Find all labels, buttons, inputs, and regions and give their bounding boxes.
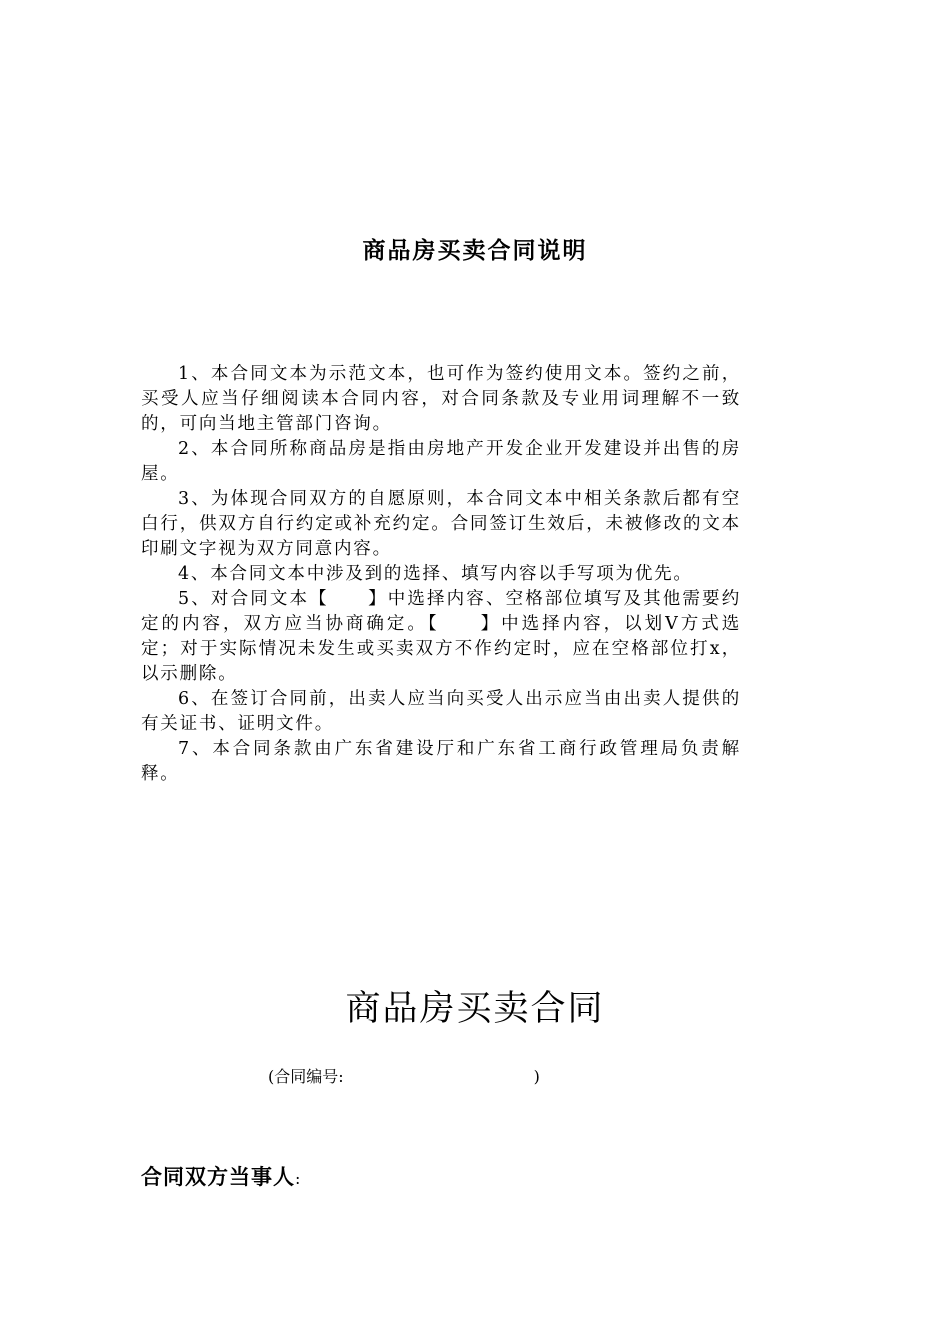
explanation-item-7: 7、本合同条款由广东省建设厅和广东省工商行政管理局负责解释。	[141, 739, 741, 784]
explanation-list	[141, 362, 741, 787]
contract-number-close: )	[533, 1067, 540, 1086]
explanation-title: 商品房买卖合同说明	[362, 238, 588, 264]
explanation-item-5: 5、对合同文本【 】中选择内容、空格部位填写及其他需要约定的内容，双方应当协商确定。【 】中选择内容，以划V方式选定；对于实际情况未发生或买卖双方不作约定时，应在空格部位打x，以示删除。	[141, 589, 741, 684]
explanation-item-6: 6、在签订合同前，出卖人应当向买受人出示应当由出卖人提供的有关证书、证明文件。	[141, 689, 741, 734]
contract-number-label: (合同编号:	[268, 1067, 344, 1086]
parties-colon: :	[295, 1169, 301, 1188]
explanation-item-3: 3、为体现合同双方的自愿原则，本合同文本中相关条款后都有空白行，供双方自行约定或补充约定。合同签订生效后，未被修改的文本印刷文字视为双方同意内容。	[141, 489, 741, 559]
explanation-item-1: 1、本合同文本为示范文本，也可作为签约使用文本。签约之前，买受人应当仔细阅读本合同内容，对合同条款及专业用词理解不一致的，可向当地主管部门咨询。	[141, 364, 741, 434]
parties-label: 合同双方当事人	[141, 1165, 295, 1189]
explanation-item-2: 2、本合同所称商品房是指由房地产开发企业开发建设并出售的房屋。	[141, 439, 741, 484]
contract-title: 商品房买卖合同	[345, 989, 605, 1029]
parties-heading	[141, 1162, 300, 1194]
contract-number	[268, 1066, 540, 1088]
explanation-item-4: 4、本合同文本中涉及到的选择、填写内容以手写项为优先。	[178, 564, 693, 584]
